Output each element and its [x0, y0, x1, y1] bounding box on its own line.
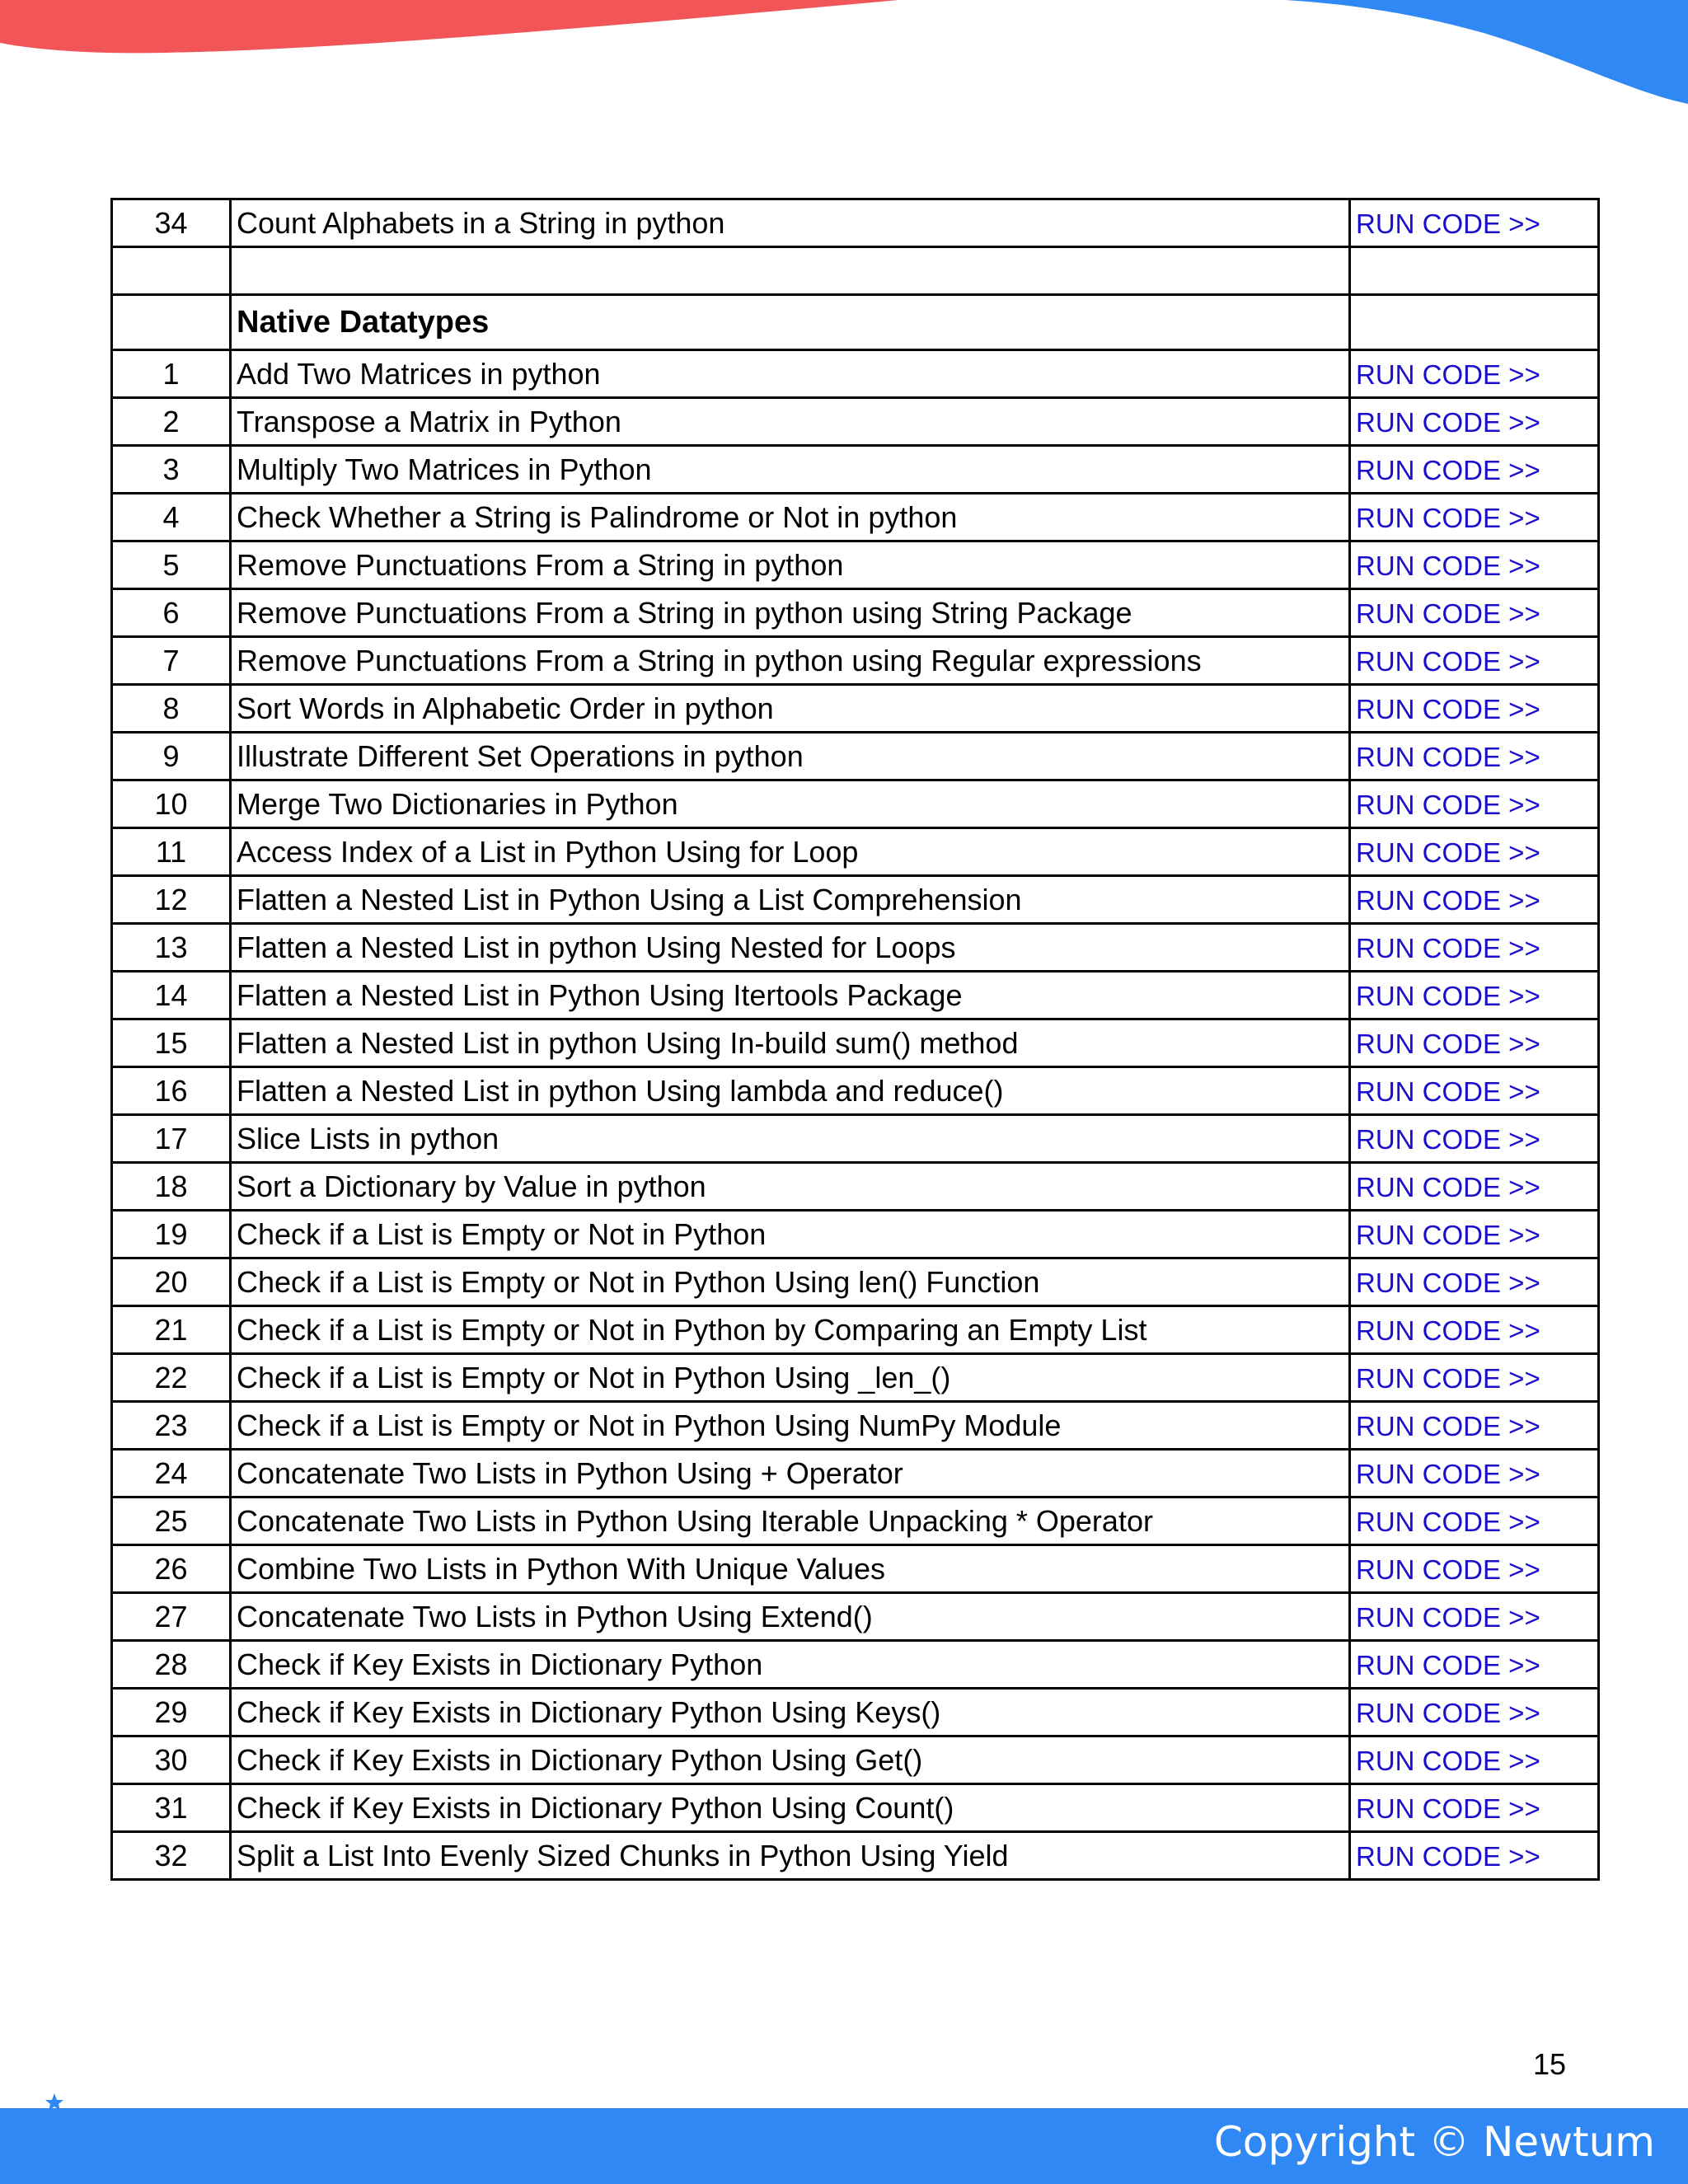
row-number: 7 [112, 637, 231, 685]
run-code-cell [1350, 1258, 1599, 1306]
run-code-link[interactable]: RUN CODE >> [1356, 1840, 1540, 1872]
run-code-link[interactable]: RUN CODE >> [1356, 1649, 1540, 1680]
table-row [112, 1354, 1599, 1402]
table-row [112, 1641, 1599, 1689]
run-code-cell [1350, 398, 1599, 446]
run-code-cell [1350, 1593, 1599, 1641]
section-header-row [112, 295, 1599, 350]
row-number: 17 [112, 1115, 231, 1163]
blank-cell [231, 247, 1350, 295]
run-code-link[interactable]: RUN CODE >> [1356, 1171, 1540, 1202]
run-code-link[interactable]: RUN CODE >> [1356, 208, 1540, 239]
program-title: Flatten a Nested List in python Using lambda and reduce() [231, 1067, 1350, 1115]
red-wave-shape [0, 0, 898, 53]
run-code-link[interactable]: RUN CODE >> [1356, 1219, 1540, 1250]
table-row [112, 637, 1599, 685]
table-row [112, 199, 1599, 247]
row-number: 31 [112, 1784, 231, 1832]
program-title: Check if a List is Empty or Not in Python by Comparing an Empty List [231, 1306, 1350, 1354]
program-title: Concatenate Two Lists in Python Using + Operator [231, 1450, 1350, 1497]
program-title: Slice Lists in python [231, 1115, 1350, 1163]
row-number: 18 [112, 1163, 231, 1211]
run-code-cell [1350, 733, 1599, 780]
run-code-cell [1350, 446, 1599, 494]
row-number: 14 [112, 972, 231, 1019]
program-title: Check if a List is Empty or Not in Python Using len() Function [231, 1258, 1350, 1306]
programs-table [110, 198, 1600, 1881]
run-code-link[interactable]: RUN CODE >> [1356, 1315, 1540, 1346]
run-code-link[interactable]: RUN CODE >> [1356, 1601, 1540, 1633]
table-row [112, 1497, 1599, 1545]
run-code-link[interactable]: RUN CODE >> [1356, 1076, 1540, 1107]
run-code-cell [1350, 541, 1599, 589]
run-code-cell [1350, 1641, 1599, 1689]
run-code-link[interactable]: RUN CODE >> [1356, 932, 1540, 963]
row-number: 4 [112, 494, 231, 541]
blue-wave-shape [1286, 0, 1688, 104]
row-number: 13 [112, 924, 231, 972]
row-number: 20 [112, 1258, 231, 1306]
row-number: 2 [112, 398, 231, 446]
program-title: Transpose a Matrix in Python [231, 398, 1350, 446]
row-number: 10 [112, 780, 231, 828]
program-title: Check Whether a String is Palindrome or Not in python [231, 494, 1350, 541]
run-code-cell [1350, 494, 1599, 541]
run-code-link[interactable]: RUN CODE >> [1356, 741, 1540, 772]
row-number: 25 [112, 1497, 231, 1545]
program-title: Concatenate Two Lists in Python Using Iterable Unpacking * Operator [231, 1497, 1350, 1545]
program-title: Flatten a Nested List in python Using Nested for Loops [231, 924, 1350, 972]
top-wave-decoration [0, 0, 1688, 115]
table-row [112, 1450, 1599, 1497]
run-code-cell [1350, 1402, 1599, 1450]
run-code-link[interactable]: RUN CODE >> [1356, 1697, 1540, 1728]
table-row [112, 1211, 1599, 1258]
program-title: Check if a List is Empty or Not in Python Using NumPy Module [231, 1402, 1350, 1450]
table-row [112, 685, 1599, 733]
program-title: Check if Key Exists in Dictionary Python Using Count() [231, 1784, 1350, 1832]
row-number: 16 [112, 1067, 231, 1115]
run-code-cell [1350, 637, 1599, 685]
table-row [112, 876, 1599, 924]
row-number: 32 [112, 1832, 231, 1880]
run-code-link[interactable]: RUN CODE >> [1356, 406, 1540, 438]
row-number: 8 [112, 685, 231, 733]
run-code-link[interactable]: RUN CODE >> [1356, 645, 1540, 677]
program-title: Sort a Dictionary by Value in python [231, 1163, 1350, 1211]
row-number: 22 [112, 1354, 231, 1402]
run-code-cell [1350, 1689, 1599, 1736]
row-number: 15 [112, 1019, 231, 1067]
run-code-cell [1350, 1067, 1599, 1115]
table-row [112, 589, 1599, 637]
run-code-link[interactable]: RUN CODE >> [1356, 837, 1540, 868]
run-code-link[interactable]: RUN CODE >> [1356, 598, 1540, 629]
program-title: Sort Words in Alphabetic Order in python [231, 685, 1350, 733]
run-code-link[interactable]: RUN CODE >> [1356, 1793, 1540, 1824]
run-code-cell [1350, 199, 1599, 247]
table-row [112, 733, 1599, 780]
row-number: 19 [112, 1211, 231, 1258]
table-row [112, 494, 1599, 541]
run-code-link[interactable]: RUN CODE >> [1356, 1362, 1540, 1394]
program-title: Check if a List is Empty or Not in Python [231, 1211, 1350, 1258]
run-code-cell [1350, 1019, 1599, 1067]
table-row [112, 541, 1599, 589]
program-title: Check if Key Exists in Dictionary Python Using Keys() [231, 1689, 1350, 1736]
section-title: Native Datatypes [231, 295, 1350, 350]
run-code-cell [1350, 1211, 1599, 1258]
run-code-link[interactable]: RUN CODE >> [1356, 1458, 1540, 1489]
program-title: Concatenate Two Lists in Python Using Extend() [231, 1593, 1350, 1641]
table-row [112, 828, 1599, 876]
row-number: 28 [112, 1641, 231, 1689]
blank-row [112, 247, 1599, 295]
table-row [112, 972, 1599, 1019]
run-code-link[interactable]: RUN CODE >> [1356, 884, 1540, 916]
program-title: Check if Key Exists in Dictionary Python Using Get() [231, 1736, 1350, 1784]
page-number: 15 [1532, 2047, 1566, 2081]
row-number: 24 [112, 1450, 231, 1497]
run-code-link[interactable]: RUN CODE >> [1356, 1506, 1540, 1537]
row-number: 34 [112, 199, 231, 247]
run-code-cell [1350, 1784, 1599, 1832]
table-row [112, 1689, 1599, 1736]
blank-cell [1350, 247, 1599, 295]
row-number: 6 [112, 589, 231, 637]
run-code-cell [1350, 1497, 1599, 1545]
table-row [112, 924, 1599, 972]
table-row [112, 1736, 1599, 1784]
program-title: Add Two Matrices in python [231, 350, 1350, 398]
run-code-link[interactable]: RUN CODE >> [1356, 1267, 1540, 1298]
program-title: Merge Two Dictionaries in Python [231, 780, 1350, 828]
footer-bar [0, 2108, 1688, 2184]
run-code-link[interactable]: RUN CODE >> [1356, 789, 1540, 820]
table-row [112, 1163, 1599, 1211]
program-title: Remove Punctuations From a String in python using Regular expressions [231, 637, 1350, 685]
row-number: 21 [112, 1306, 231, 1354]
program-title: Access Index of a List in Python Using for Loop [231, 828, 1350, 876]
row-number: 1 [112, 350, 231, 398]
blank-cell [112, 247, 231, 295]
run-code-link[interactable]: RUN CODE >> [1356, 359, 1540, 390]
run-code-link[interactable]: RUN CODE >> [1356, 1123, 1540, 1155]
row-number: 23 [112, 1402, 231, 1450]
table-row [112, 1402, 1599, 1450]
table-row [112, 1545, 1599, 1593]
run-code-cell [1350, 685, 1599, 733]
run-code-link[interactable]: RUN CODE >> [1356, 1554, 1540, 1585]
run-code-cell [1350, 350, 1599, 398]
program-title: Remove Punctuations From a String in python using String Package [231, 589, 1350, 637]
program-title: Check if Key Exists in Dictionary Python [231, 1641, 1350, 1689]
run-code-cell [1350, 589, 1599, 637]
run-code-cell [1350, 1450, 1599, 1497]
copyright-text: Copyright © Newtum [1213, 2118, 1655, 2166]
table-row [112, 398, 1599, 446]
row-number: 5 [112, 541, 231, 589]
row-number: 26 [112, 1545, 231, 1593]
program-title: Multiply Two Matrices in Python [231, 446, 1350, 494]
run-code-link[interactable]: RUN CODE >> [1356, 1745, 1540, 1776]
program-title: Check if a List is Empty or Not in Python Using _len_() [231, 1354, 1350, 1402]
table-row [112, 1784, 1599, 1832]
run-code-cell [1350, 828, 1599, 876]
program-title: Illustrate Different Set Operations in python [231, 733, 1350, 780]
table-row [112, 1258, 1599, 1306]
run-code-cell [1350, 1354, 1599, 1402]
table-row [112, 350, 1599, 398]
run-code-cell [1350, 924, 1599, 972]
run-code-cell [1350, 1736, 1599, 1784]
table-row [112, 1306, 1599, 1354]
run-code-cell [1350, 1306, 1599, 1354]
run-code-link[interactable]: RUN CODE >> [1356, 693, 1540, 724]
run-code-link[interactable]: RUN CODE >> [1356, 1028, 1540, 1059]
row-number: 27 [112, 1593, 231, 1641]
table-row [112, 1019, 1599, 1067]
run-code-cell [1350, 1832, 1599, 1880]
table-row [112, 446, 1599, 494]
run-code-link[interactable]: RUN CODE >> [1356, 1410, 1540, 1441]
program-title: Split a List Into Evenly Sized Chunks in Python Using Yield [231, 1832, 1350, 1880]
program-title: Combine Two Lists in Python With Unique Values [231, 1545, 1350, 1593]
run-code-cell [1350, 1163, 1599, 1211]
table-row [112, 1067, 1599, 1115]
table-row [112, 1832, 1599, 1880]
program-title: Flatten a Nested List in Python Using a List Comprehension [231, 876, 1350, 924]
table-row [112, 780, 1599, 828]
program-title: Count Alphabets in a String in python [231, 199, 1350, 247]
row-number: 11 [112, 828, 231, 876]
table-row [112, 1115, 1599, 1163]
run-code-cell [1350, 780, 1599, 828]
row-number: 12 [112, 876, 231, 924]
run-code-cell [1350, 1545, 1599, 1593]
run-code-cell [1350, 876, 1599, 924]
run-code-cell [1350, 1115, 1599, 1163]
blank-cell [112, 295, 231, 350]
program-title: Flatten a Nested List in Python Using Itertools Package [231, 972, 1350, 1019]
row-number: 3 [112, 446, 231, 494]
row-number: 9 [112, 733, 231, 780]
run-code-link[interactable]: RUN CODE >> [1356, 550, 1540, 581]
run-code-cell [1350, 972, 1599, 1019]
row-number: 29 [112, 1689, 231, 1736]
run-code-link[interactable]: RUN CODE >> [1356, 502, 1540, 533]
run-code-link[interactable]: RUN CODE >> [1356, 454, 1540, 485]
run-code-link[interactable]: RUN CODE >> [1356, 980, 1540, 1011]
blank-cell [1350, 295, 1599, 350]
program-title: Flatten a Nested List in python Using In-build sum() method [231, 1019, 1350, 1067]
row-number: 30 [112, 1736, 231, 1784]
table-row [112, 1593, 1599, 1641]
program-title: Remove Punctuations From a String in python [231, 541, 1350, 589]
